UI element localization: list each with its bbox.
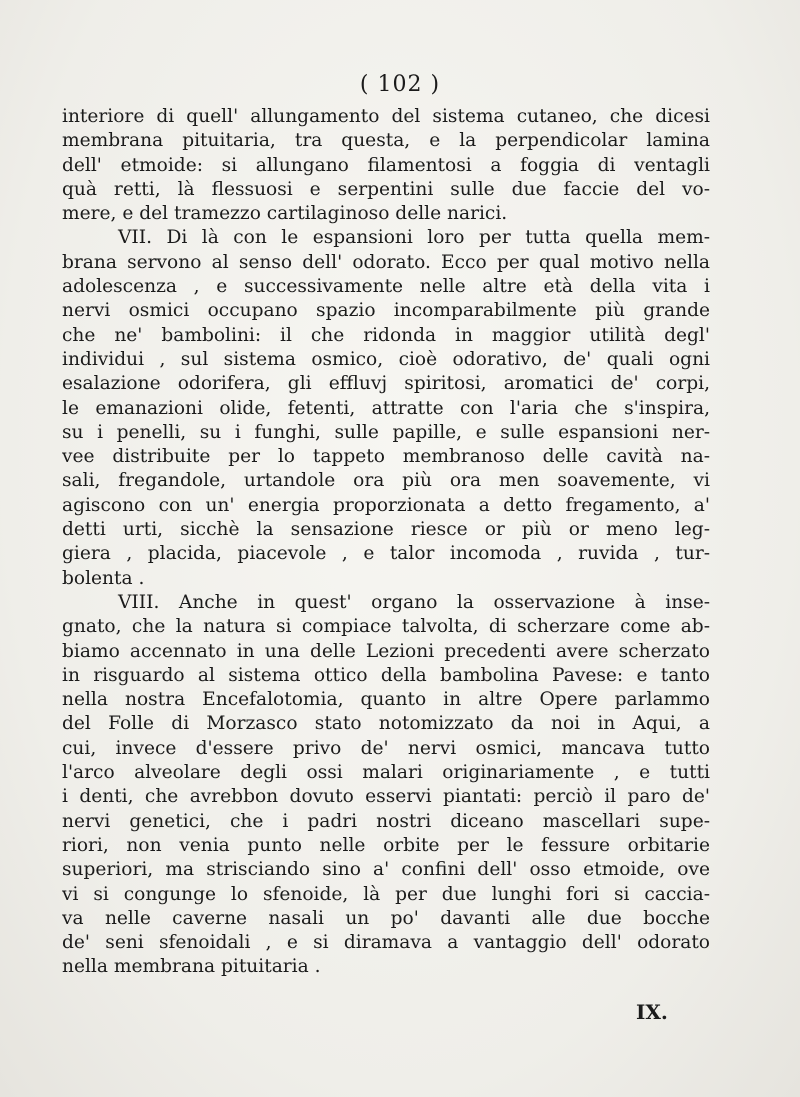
text-line: brana servono al senso dell' odorato. Ecco per qual motivo nella [62,251,710,273]
text-line: va nelle caverne nasali un po' davanti alle due bocche [62,907,710,929]
text-line: dell' etmoide: si allungano filamentosi a foggia di ventagli [62,154,710,176]
text-line: de' seni sfenoidali , e si diramava a vantaggio dell' odorato [62,932,710,954]
text-line: nella nostra Encefalotomia, quanto in altre Opere parlammo [62,689,710,711]
text-line: membrana pituitaria, tra questa, e la perpendicolar lamina [62,130,710,152]
text-line: su i penelli, su i funghi, sulle papille, e sulle espansioni ner- [62,421,710,443]
text-line: riori, non venia punto nelle orbite per le fessure orbitarie [62,834,710,856]
text-line: adolescenza , e successivamente nelle altre età della vita i [62,276,710,298]
text-line: quà retti, là flessuosi e serpentini sulle due faccie del vo- [62,178,710,200]
text-line: i denti, che avrebbon dovuto esservi piantati: perciò il paro de' [62,786,710,808]
text-line: nervi genetici, che i padri nostri diceano mascellari supe- [62,810,710,832]
text-line: superiori, ma strisciando sino a' confini dell' osso etmoide, ove [62,859,710,881]
text-line: individui , sul sistema osmico, cioè odorativo, de' quali ogni [62,348,710,370]
text-line: che ne' bambolini: il che ridonda in maggior utilità degl' [62,324,710,346]
text-line: sali, fregandole, urtandole ora più ora men soavemente, vi [62,470,710,492]
text-line: le emanazioni olide, fetenti, attratte con l'aria che s'inspira, [62,397,710,419]
text-line: gnato, che la natura si compiace talvolta, di scherzare come ab- [62,616,710,638]
text-line: cui, invece d'essere privo de' nervi osmici, mancava tutto [62,737,710,759]
text-line: del Folle di Morzasco stato notomizzato da noi in Aqui, a [62,713,710,735]
text-line: VIII. Anche in quest' organo la osservazione à inse- [118,591,710,613]
page-number: ( 102 ) [359,72,441,97]
text-line: bolenta . [62,567,145,589]
text-line: mere, e del tramezzo cartilaginoso delle narici. [62,203,508,225]
text-line: vee distribuite per lo tappeto membranoso delle cavità na- [62,446,710,468]
text-line: in risguardo al sistema ottico della bambolina Pavese: e tanto [62,664,710,686]
text-line: agiscono con un' energia proporzionata a detto fregamento, a' [62,494,710,516]
text-line: vi si congunge lo sfenoide, là per due lunghi fori si caccia- [62,883,710,905]
text-line: VII. Di là con le espansioni loro per tutta quella mem- [118,227,710,249]
text-line: l'arco alveolare degli ossi malari originariamente , e tutti [62,762,710,784]
text-line: detti urti, sicchè la sensazione riesce or più or meno leg- [62,519,710,541]
text-line: nella membrana pituitaria . [62,956,321,978]
text-line: interiore di quell' allungamento del sistema cutaneo, che dicesi [62,106,710,127]
text-line: giera , placida, piacevole , e talor incomoda , ruvida , tur- [62,543,710,565]
text-line: esalazione odorifera, gli effluvj spiritosi, aromatici de' corpi, [62,373,710,395]
text-line: biamo accennato in una delle Lezioni precedenti avere scherzato [62,640,710,662]
catchword: IX. [636,1000,668,1024]
body-text [62,105,710,980]
text-line: nervi osmici occupano spazio incomparabilmente più grande [62,300,710,322]
